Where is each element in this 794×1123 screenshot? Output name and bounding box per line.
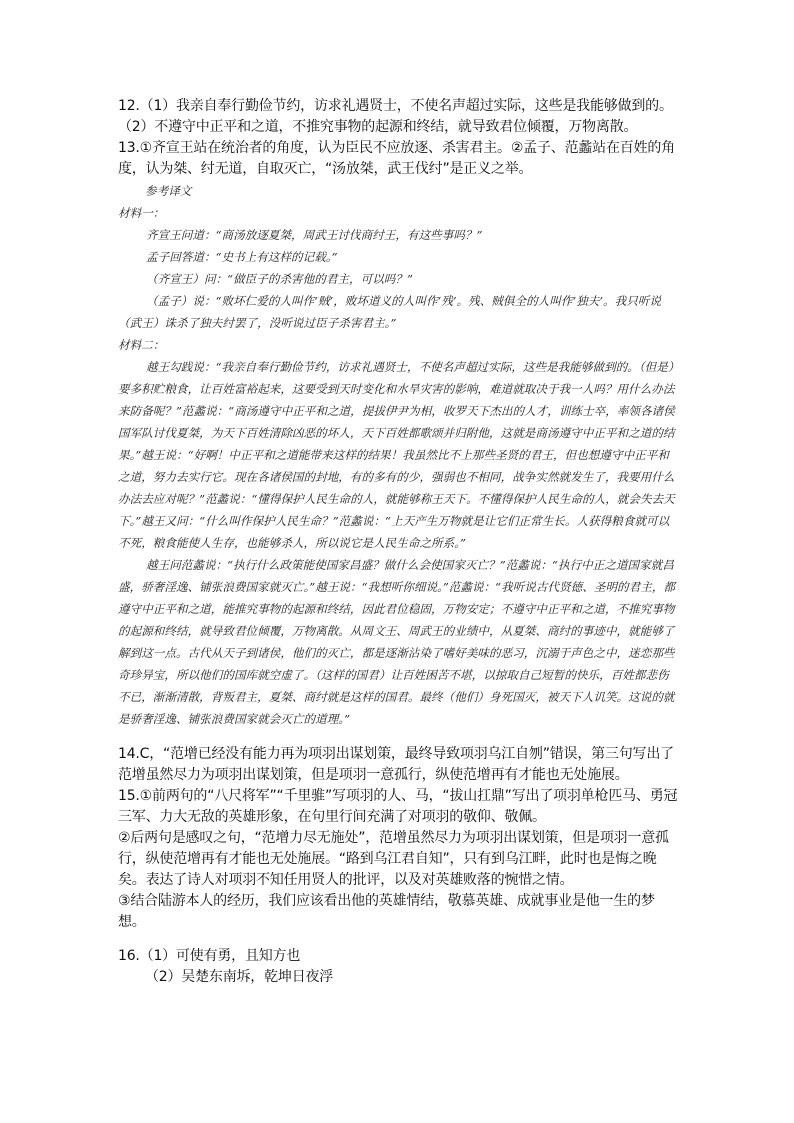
spacer — [118, 933, 678, 946]
spacer — [118, 730, 678, 744]
translation-heading: 参考译文 — [145, 184, 192, 198]
answer-page — [118, 96, 678, 988]
answer-16-1: 16.（1）可使有勇，且知方也 — [118, 948, 301, 964]
reference-translation — [118, 180, 678, 730]
material-2-label: 材料二： — [118, 338, 165, 352]
answer-13: 13.①齐宣王站在统治者的角度，认为臣民不应放逐、杀害君主。②孟子、范蠡站在百姓的角度，认为桀、纣无道，自取灭亡，“汤放桀，武王伐纣”是正义之举。 — [118, 140, 675, 177]
answer-15-3: ③结合陆游本人的经历，我们应该看出他的英雄情结，敬慕英雄、成就事业是他一生的梦想。 — [118, 893, 655, 930]
answer-12-2: （2）不遵守中正平和之道，不推究事物的起源和终结，就导致君位倾覆，万物离散。 — [118, 119, 638, 135]
material-1-paragraph: 孟子回答道：“史书上有这样的记载。” — [146, 250, 338, 264]
material-1-paragraph: （孟子）说：“败坏仁爱的人叫作‘贼’，败坏道义的人叫作‘残’。残、贼俱全的人叫作‘独夫’。我只听说（武王）诛杀了独夫纣罢了，没听说过臣子杀害君主。” — [118, 294, 661, 330]
material-1-label: 材料一： — [118, 206, 165, 220]
material-2-paragraph: 越王问范蠡说：“执行什么政策能使国家昌盛？做什么会使国家灭亡？”范蠡说：“执行中正之道国家就昌盛，骄奢淫逸、铺张浪费国家就灭亡。”越王说：“我想听你细说。”范蠡说：“我听说古代贤德、圣明的君主，都遵守中正平和之道，能推究事物的起源和终结，因此君位稳固，万物安定；不遵守中正平和之道，不推究事物的起源和终结，就导致君位倾覆，万物离散。从周文王、周武王的业绩中，从夏桀、商纣的事迹中，就能够了解到这一点。古代从天子到诸侯，他们的灭亡，都是逐渐沾染了嗜好美味的恶习，沉溺于声色之中，迷恋那些奇珍异宝，所以他们的国库就空虚了。（这样的国君）让百姓困苦不堪，以掠取自己短暂的快乐，百姓都悲伤不已，渐渐清散，背叛君主，夏桀、商纣就是这样的国君。最终（他们）身死国灭，被天下人讥笑。这说的就是骄奢淫逸、铺张浪费国家就会灭亡的道理。” — [118, 558, 676, 726]
answer-15-2: ②后两句是感叹之句，“范增力尽无施处”，范增虽然尽力为项羽出谋划策，但是项羽一意孤行，纵使范增再有才能也无处施展。“路到乌江君自知”，只有到乌江畔，此时也是悔之晚矣。表达了诗人对项羽不知任用贤人的批评，以及对英雄败落的惋惜之情。 — [118, 830, 669, 888]
answer-12-1: 12.（1）我亲自奉行勤俭节约，访求礼遇贤士，不使名声超过实际，这些是我能够做到的。 — [118, 98, 673, 114]
material-1-paragraph: 齐宣王问道：“商汤放逐夏桀，周武王讨伐商纣王，有这些事吗？” — [146, 228, 483, 242]
material-1-paragraph: （齐宣王）问：“做臣子的杀害他的君主，可以吗？” — [146, 272, 413, 286]
answer-14: 14.C，“范增已经没有能力再为项羽出谋划策，最终导致项羽乌江自刎”错误，第三句写出了范增虽然尽力为项羽出谋划策，但是项羽一意孤行，纵使范增再有才能也无处施展。 — [118, 746, 674, 783]
material-2-paragraph: 越王勾践说：“我亲自奉行勤俭节约，访求礼遇贤士，不使名声超过实际，这些是我能够做到的。（但是）要多积贮粮食，让百姓富裕起来，这要受到天时变化和水旱灾害的影响，难道就取决于我一人吗？用什么办法来防备呢？”范蠡说：“商汤遵守中正平和之道，提拔伊尹为相，收罗天下杰出的人才，训练士卒，率领各诸侯国军队讨伐夏桀，为天下百姓清除凶恶的坏人，天下百姓都歌颂并归附他，这就是商汤遵守中正平和之道的结果。”越王说：“好啊！中正平和之道能带来这样的结果！我虽然比不上那些圣贤的君王，但也想遵守中正平和之道，努力去实行它。现在各诸侯国的封地，有的多有的少，强弱也不相同，战争实然就发生了，我要用什么办法去应对呢？”范蠡说：“懂得保护人民生命的人，就能够称王天下。不懂得保护人民生命的人，就会失去天下。”越王又问：“什么叫作保护人民生命？”范蠡说：“上天产生万物就是让它们正常生长。人获得粮食就可以不死，粮食能使人生存，也能够杀人，所以说它是人民生命之所系。” — [118, 360, 675, 550]
answer-15-1: 15.①前两句的“八尺将军”“千里骓”写项羽的人、马，“拔山扛鼎”写出了项羽单枪匹马、勇冠三军、力大无敌的英雄形象，在句里行间充满了对项羽的敬仰、敬佩。 — [118, 788, 678, 825]
answer-16-2: （2）吴楚东南坼，乾坤日夜浮 — [145, 969, 334, 985]
